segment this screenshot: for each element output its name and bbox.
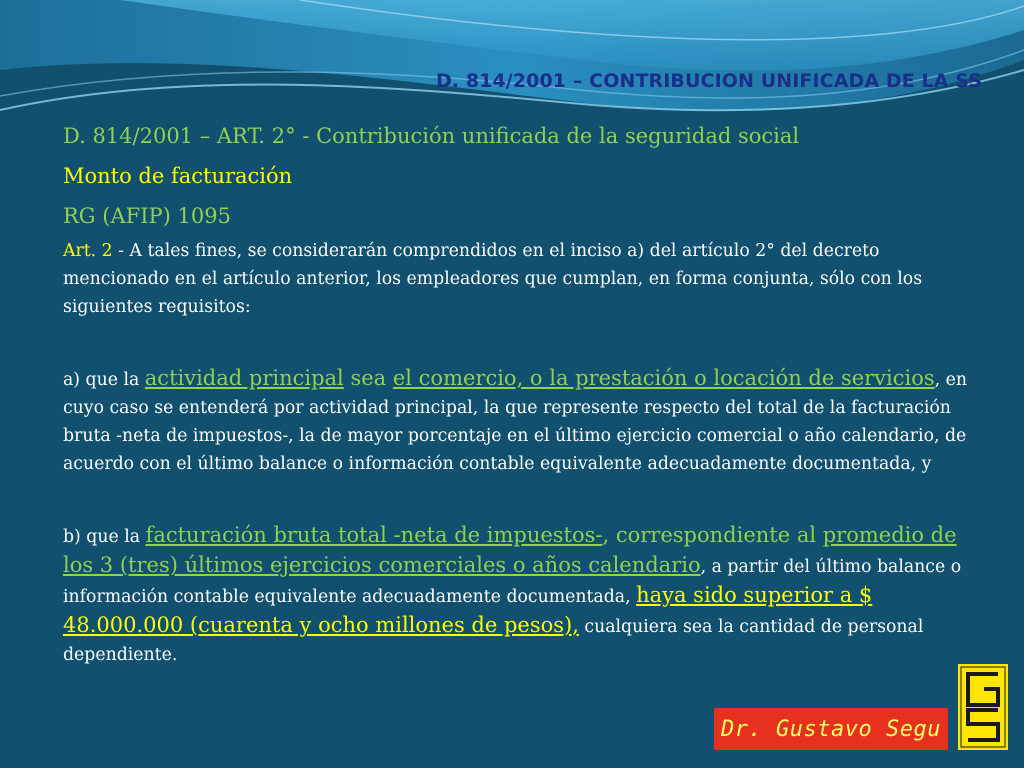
article-2-label: Art. 2	[63, 241, 113, 261]
req-b-highlight-billing: facturación bruta total -neta de impuestos-	[145, 523, 603, 547]
req-a-highlight-commerce: el comercio, o la prestación o locación de servicios	[392, 366, 935, 390]
gs-logo	[958, 664, 1008, 750]
req-a-highlight-activity: actividad principal	[144, 366, 344, 390]
heading-line-2: Monto de facturación	[63, 164, 293, 188]
article-2-text: - A tales fines, se considerarán comprendidos en el inciso a) del artículo 2° del decreto mencionado en el artículo anterior, los empleadores que cumplan, en forma conjunta, sólo con los siguientes requisitos:	[63, 241, 923, 317]
requirement-a-paragraph	[63, 364, 983, 478]
requirement-b-paragraph	[63, 521, 983, 669]
author-signature: Dr. Gustavo Segu	[714, 708, 948, 750]
req-a-prefix: a) que la	[63, 370, 145, 390]
req-b-highlight-amount: haya sido superior a $ 48.000.000 (cuarenta y ocho millones de pesos),	[63, 583, 873, 637]
req-b-prefix: b) que la	[63, 527, 146, 547]
req-b-end: cualquiera sea la cantidad de personal dependiente.	[63, 617, 924, 665]
article-2-paragraph	[63, 237, 983, 321]
heading-line-1: D. 814/2001 – ART. 2° - Contribución unificada de la seguridad social	[63, 124, 800, 148]
req-a-rest: , en cuyo caso se entenderá por actividad principal, la que represente respecto del total de la facturación bruta -neta de impuestos-, la de mayor porcentaje en el último ejercicio comercial o año calendario, de acuerdo con el último balance o información contable equivalente adecuadamente documentada, y	[63, 370, 968, 474]
heading-line-3: RG (AFIP) 1095	[63, 204, 231, 228]
slide-header-title: D. 814/2001 – CONTRIBUCION UNIFICADA DE LA SS	[435, 70, 982, 92]
req-b-highlight-average: promedio de los 3 (tres) últimos ejercicios comerciales o años calendario	[63, 523, 957, 577]
slide-content	[63, 116, 983, 669]
req-b-mid: , correspondiente al	[602, 523, 823, 547]
req-a-mid: sea	[343, 366, 393, 390]
req-b-mid2: , a partir del último balance o información contable equivalente adecuadamente documentada,	[63, 557, 962, 607]
